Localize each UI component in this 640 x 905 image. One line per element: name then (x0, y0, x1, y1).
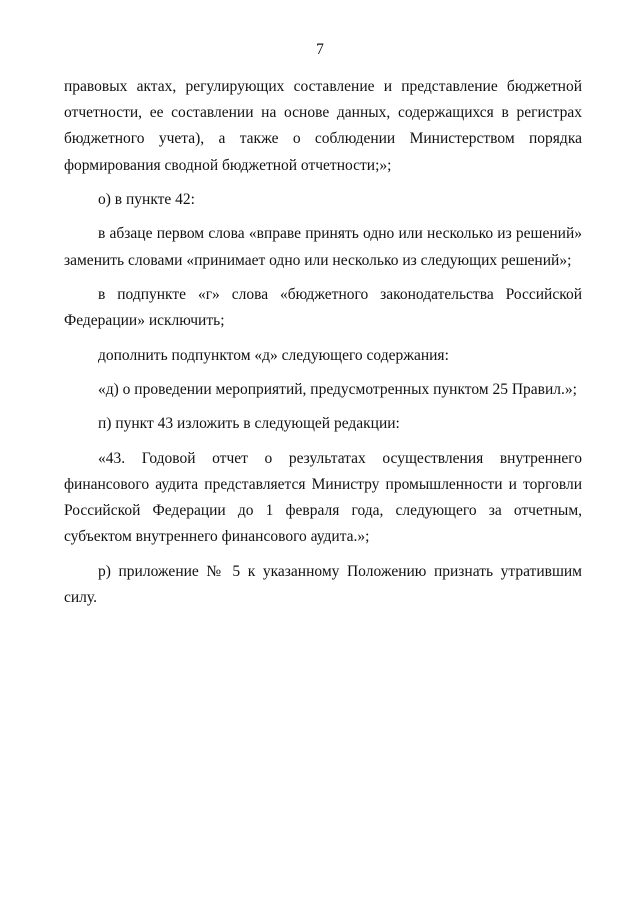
page-number: 7 (316, 41, 324, 58)
paragraph-item-r: р) приложение № 5 к указанному Положению признать утратившим силу. (64, 562, 582, 606)
paragraph-first-abzac: в абзаце первом слова «вправе принять одно или несколько из решений» заменить словами «принимает одно или несколько из следующих решений»; (64, 225, 582, 269)
document-body (64, 74, 582, 619)
paragraph-subitem-d-text: «д) о проведении мероприятий, предусмотренных пунктом 25 Правил.»; (98, 380, 577, 398)
paragraph-subitem-g: в подпункте «г» слова «бюджетного законодательства Российской Федерации» исключить; (64, 285, 582, 330)
paragraph-add-subitem-d: дополнить подпунктом «д» следующего содержания: (98, 346, 449, 364)
paragraph-item-o: о) в пункте 42: (98, 191, 195, 208)
paragraph-item-43-text: «43. Годовой отчет о результатах осуществления внутреннего финансового аудита представляется Министру промышленности и торговли Российской Федерации до 1 февраля года, следующего за отчетным, субъектом внутреннего финансового аудита.»; (64, 449, 582, 546)
paragraph-continuation: правовых актах, регулирующих составление и представление бюджетной отчетности, ее составлении на основе данных, содержащихся в регистрах бюджетного учета), а также о соблюдении Министерством порядка формирования сводной бюджетной отчетности;»; (64, 78, 582, 174)
paragraph-item-p: п) пункт 43 изложить в следующей редакции: (98, 415, 400, 433)
